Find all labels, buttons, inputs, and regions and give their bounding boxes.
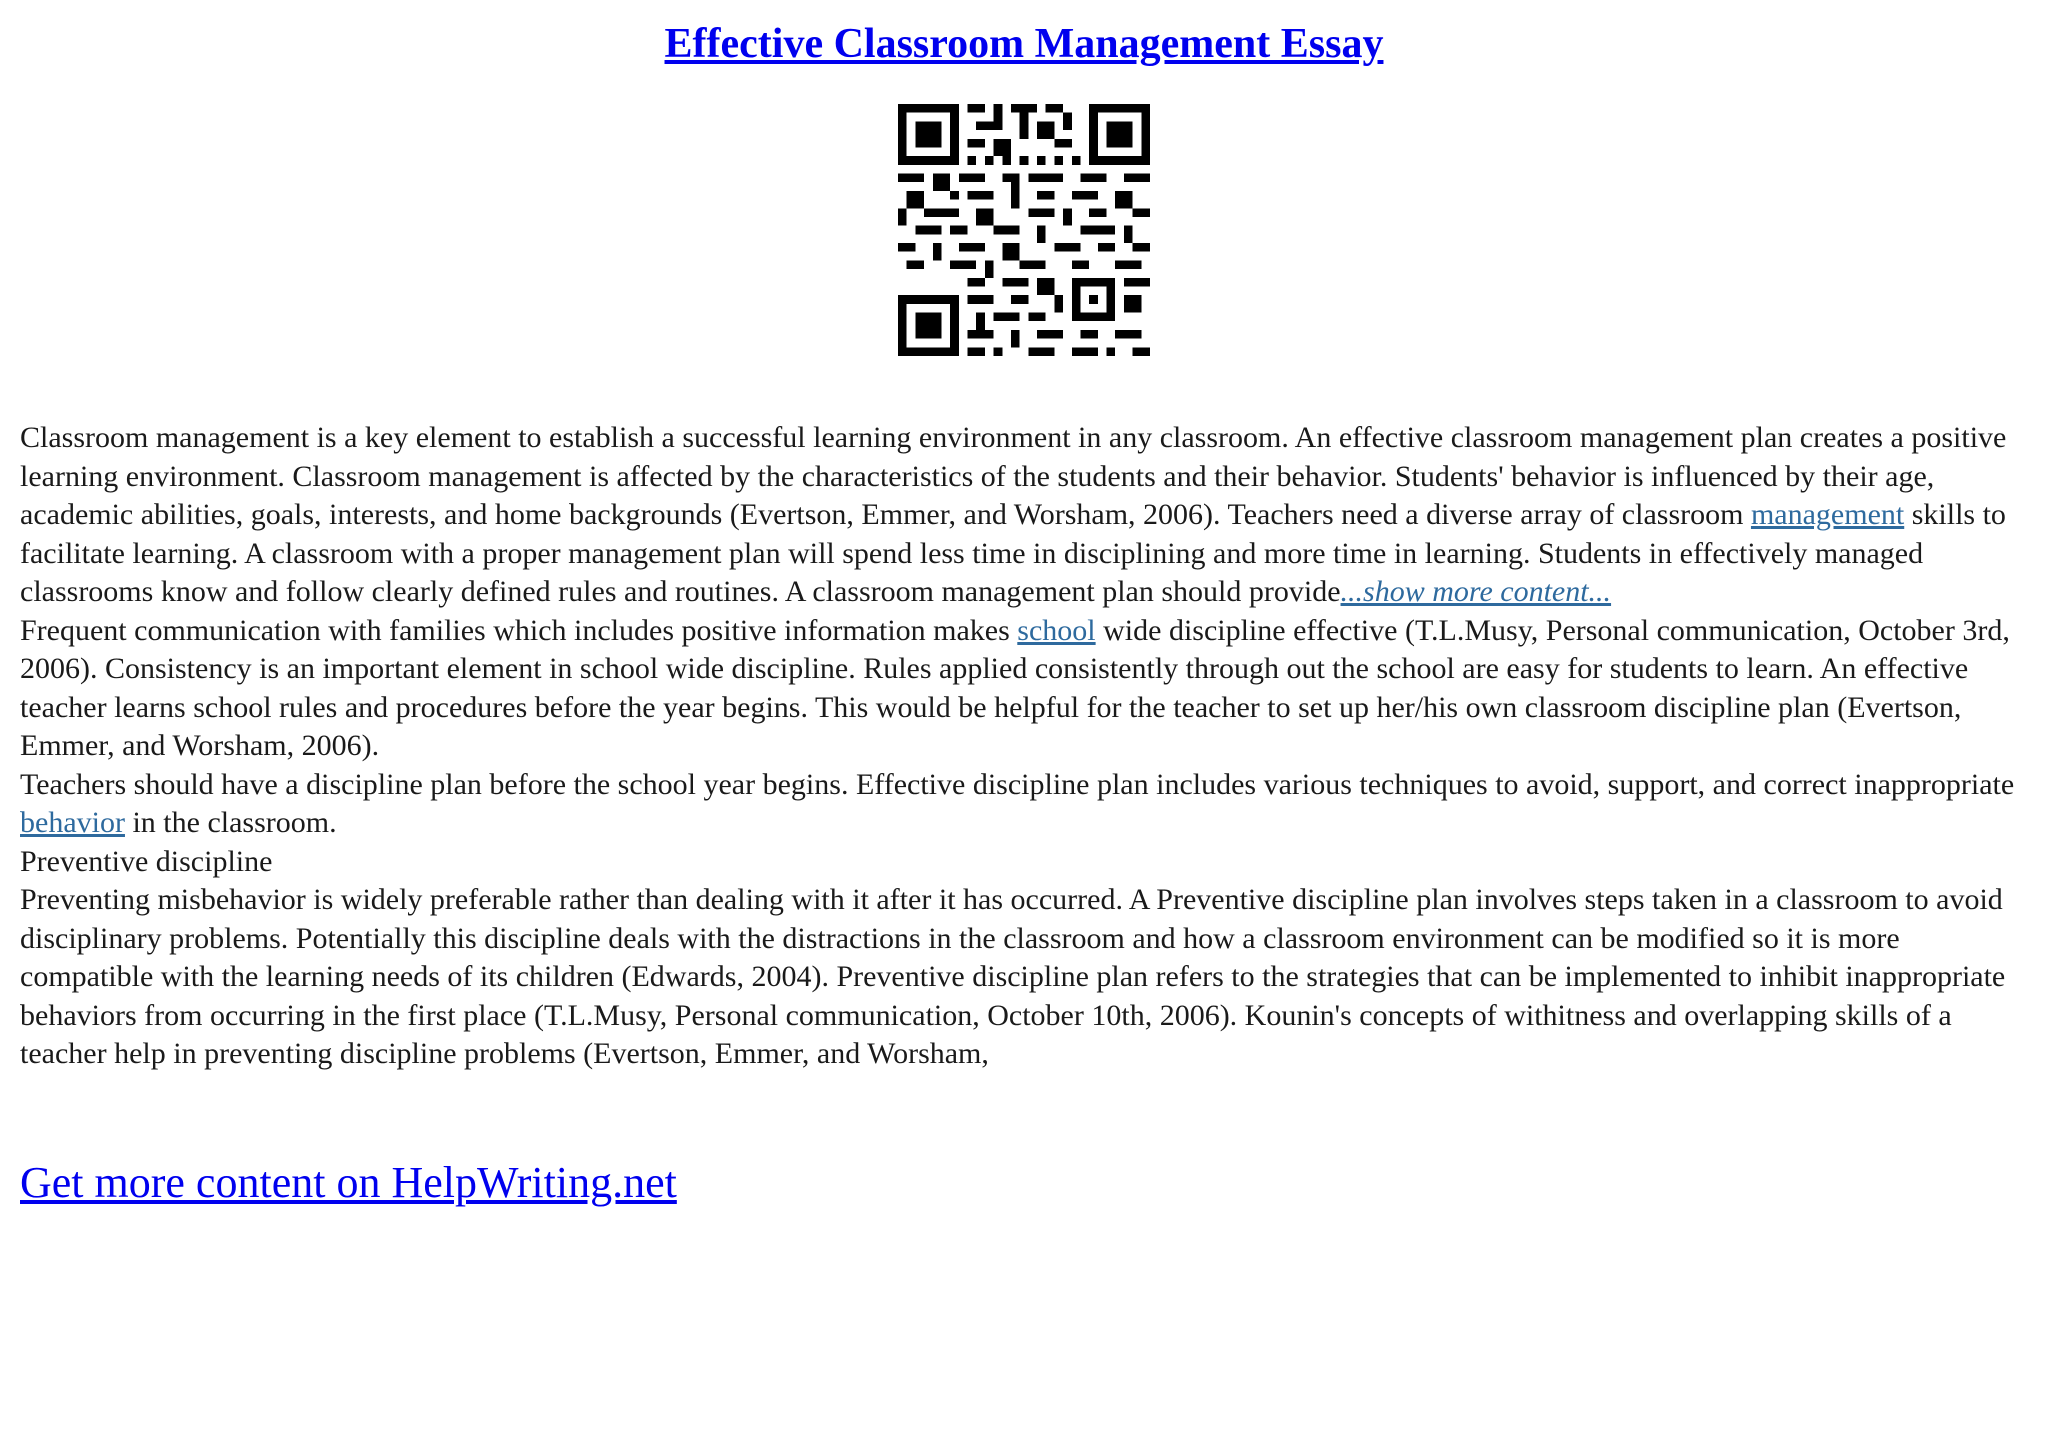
school-link[interactable]: school (1017, 613, 1096, 647)
paragraph-3: Teachers should have a discipline plan before the school year begins. Effective discipline plan includes various techniques to avoid, support, and correct inappropriate behavior in the classroom. (20, 767, 2015, 839)
document-title (0, 18, 2048, 70)
essay-body (20, 419, 2035, 1074)
management-link[interactable]: management (1750, 498, 1905, 531)
paragraph-1: Classroom management is a key element to establish a successful learning environment in any classroom. An effective classroom management plan creates a positive learning environment. Classroom management is affected by the characteristics of the students and their behavior. Students' behavior is influenced by their age, academic abilities, goals, interests, and home backgrounds (Evertson, Emmer, and Worsham, 2006). Teachers need a diverse array of classroom management skills to facilitate learning. A classroom with a proper management plan will spend less time in disciplining and more time in learning. Students in effectively managed classrooms know and follow clearly defined rules and routines. A classroom management plan should provide...show more content... (20, 421, 2007, 608)
paragraph-4: Preventing misbehavior is widely preferable rather than dealing with it after it has occurred. A Preventive discipline plan involves steps taken in a classroom to avoid disciplinary problems. Potentially this discipline deals with the distractions in the classroom and how a classroom environment can be modified so it is more compatible with the learning needs of its children (Edwards, 2004). Preventive discipline plan refers to the strategies that can be implemented to inhibit inappropriate behaviors from occurring in the first place (T.L.Musy, Personal communication, October 10th, 2006). Kounin's concepts of withitness and overlapping skills of a teacher help in preventing discipline problems (Evertson, Emmer, and Worsham, (20, 883, 2006, 1070)
get-more-content-link[interactable]: Get more content on HelpWriting.net (20, 1158, 677, 1207)
behavior-link[interactable]: behavior (20, 806, 125, 839)
title-link[interactable]: Effective Classroom Management Essay (664, 21, 1384, 67)
show-more-link[interactable]: ...show more content... (1340, 575, 1612, 608)
section-heading: Preventive discipline (20, 844, 273, 878)
paragraph-2: Frequent communication with families which includes positive information makes school wide discipline effective (T.L.Musy, Personal communication, October 3rd, 2006). Consistency is an important element in school wide discipline. Rules applied consistently through out the school are easy for students to learn. An effective teacher learns school rules and procedures before the year begins. This would be helpful for the teacher to set up her/his own classroom discipline plan (Evertson, Emmer, and Worsham, 2006). (20, 613, 2010, 762)
qr-code-icon (898, 104, 1150, 356)
